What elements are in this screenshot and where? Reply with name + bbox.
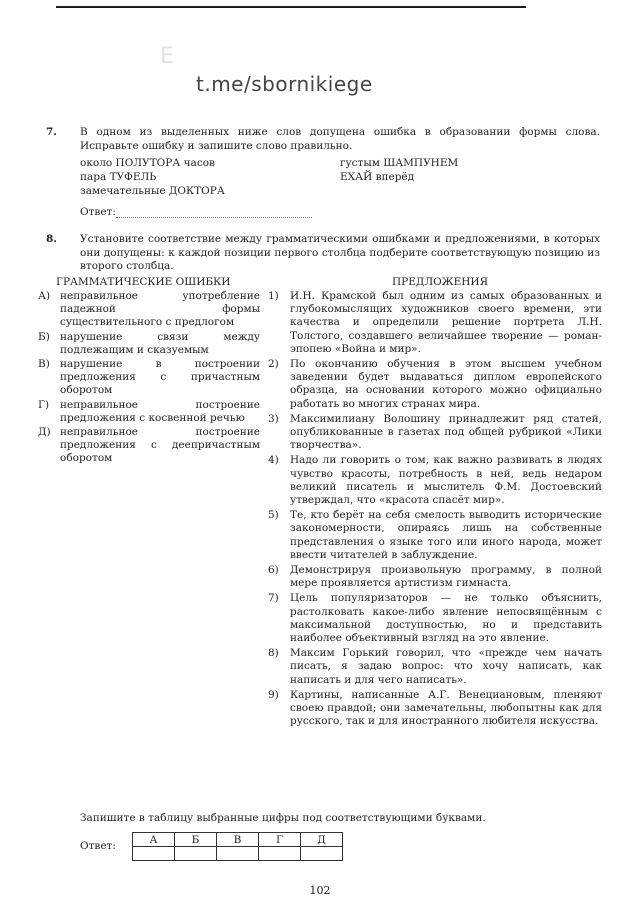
sentence-label: 8): [268, 647, 279, 660]
q7-answer-label: Ответ:: [80, 206, 116, 218]
watermark-ghost: Е: [160, 44, 174, 69]
error-label: В): [38, 358, 50, 371]
top-rule: [56, 6, 526, 8]
answer-table-header-row: [133, 833, 343, 847]
error-item: [38, 358, 260, 398]
sentence-text: По окончанию обучения в этом высшем учебном заведении будет выдаваться диплом европейского образца, на основании которого можно официально работать во многих странах мира.: [290, 358, 602, 410]
sentence-label: 5): [268, 509, 279, 522]
answer-header-cell: Д: [301, 833, 343, 847]
answer-cell[interactable]: [301, 847, 343, 861]
answer-cell[interactable]: [175, 847, 217, 861]
sentence-label: 3): [268, 412, 279, 425]
sentence-item: [268, 413, 602, 453]
error-item: [38, 331, 260, 357]
q8-answer-label: Ответ:: [80, 840, 116, 852]
question-7-text: В одном из выделенных ниже слов допущена ошибка в образовании формы слова. Исправьте ошибку и запишите слово правильно.: [80, 126, 600, 152]
sentence-text: Картины, написанные А.Г. Венециановым, пленяют своею правдой; они замечательны, любопытны как для русского, так и для иностранного любителя искусства.: [290, 688, 602, 728]
answer-cell[interactable]: [133, 847, 175, 861]
sentence-label: 7): [268, 592, 279, 605]
sentence-label: 4): [268, 454, 279, 467]
channel-watermark: t.me/sbornikiege: [196, 72, 373, 96]
answer-header-cell: Б: [175, 833, 217, 847]
answer-header-cell: Г: [259, 833, 301, 847]
error-text: неправильное употребление падежной формы существительного с предлогом: [60, 290, 260, 329]
answer-table-input-row: [133, 847, 343, 861]
sentence-label: 9): [268, 688, 279, 701]
error-label: Г): [38, 398, 50, 411]
sentence-text: Те, кто берёт на себя смелость выводить исторические закономерности, опираясь лишь на собственные представления о языке того или иного народа, может ввести читателей в заблуждение.: [290, 509, 602, 561]
error-text: неправильное построение предложения с косвенной речью: [60, 398, 260, 424]
sentence-item: [268, 290, 602, 356]
answer-cell[interactable]: [217, 847, 259, 861]
table-instruction: Запишите в таблицу выбранные цифры под соответствующими буквами.: [80, 812, 486, 824]
sentence-item: [268, 509, 602, 562]
sentence-label: 1): [268, 290, 279, 302]
error-label: А): [38, 290, 51, 302]
sentences-list: [268, 290, 602, 731]
error-text: нарушение связи между подлежащим и сказуемым: [60, 330, 260, 356]
q7-option-1: около ПОЛУТОРА часов: [80, 157, 215, 169]
sentence-item: [268, 454, 602, 507]
sentences-column-header: ПРЕДЛОЖЕНИЯ: [392, 276, 489, 288]
errors-list: [38, 290, 260, 467]
answer-table: [132, 832, 343, 861]
sentence-label: 6): [268, 564, 279, 577]
answer-cell[interactable]: [259, 847, 301, 861]
sentence-label: 2): [268, 358, 279, 371]
error-item: [38, 290, 260, 330]
q7-answer-field[interactable]: [116, 217, 312, 218]
sentence-text: И.Н. Крамской был одним из самых образованных и глубокомыслящих художников своего времени, эти качества и определили решение портрета Л.Н. Толстого, создавшего величайшее творение — роман-эпопею «Война и мир».: [290, 290, 602, 355]
sentence-text: Максимилиану Волошину принадлежит ряд статей, опубликованные в газетах под общей рубрикой «Лики творчества».: [290, 412, 602, 452]
q7-option-4: густым ШАМПУНЕМ: [340, 157, 459, 169]
error-item: [38, 399, 260, 425]
error-text: неправильное построение предложения с деепричастным оборотом: [60, 426, 260, 465]
sentence-item: [268, 358, 602, 411]
q7-option-2: пара ТУФЕЛЬ: [80, 171, 157, 183]
sentence-text: Цель популяризаторов — не только объяснить, растолковать какое-либо явление непосвящённым с максимальной доступностью, но и представить наиболее объективный взгляд на это явление.: [290, 592, 602, 645]
error-label: Д): [38, 426, 51, 439]
sentence-item: [268, 689, 602, 729]
question-8-text: Установите соответствие между грамматическими ошибками и предложениями, в которых они допущены: к каждой позиции первого столбца подберите соответствующую позицию из второго столбца.: [80, 233, 600, 273]
page-number: 102: [309, 884, 331, 897]
sentence-text: Максим Горький говорил, что «прежде чем начать писать, я задаю вопрос: что хочу написать, как написать и для чего написать».: [290, 647, 602, 686]
sentence-item: [268, 564, 602, 590]
q7-option-5: ЕХАЙ вперёд: [340, 171, 415, 183]
answer-header-cell: А: [133, 833, 175, 847]
question-8-number: 8.: [46, 233, 57, 245]
sentence-text: Демонстрируя произвольную программу, в полной мере проявляется артистизм гимнаста.: [290, 564, 602, 590]
errors-column-header: ГРАММАТИЧЕСКИЕ ОШИБКИ: [56, 276, 231, 288]
error-item: [38, 426, 260, 466]
q7-option-3: замечательные ДОКТОРА: [80, 185, 225, 197]
error-text: нарушение в построении предложения с причастным оборотом: [60, 358, 260, 397]
question-7-number: 7.: [46, 126, 57, 138]
sentence-item: [268, 647, 602, 687]
error-label: Б): [38, 330, 50, 343]
sentence-text: Надо ли говорить о том, как важно развивать в людях чувство красоты, потребность в ней, ведь недаром великий писатель и мыслитель Ф.М. Достоевский утверждал, что «красота спасёт мир».: [290, 454, 602, 507]
sentence-item: [268, 592, 602, 645]
answer-header-cell: В: [217, 833, 259, 847]
